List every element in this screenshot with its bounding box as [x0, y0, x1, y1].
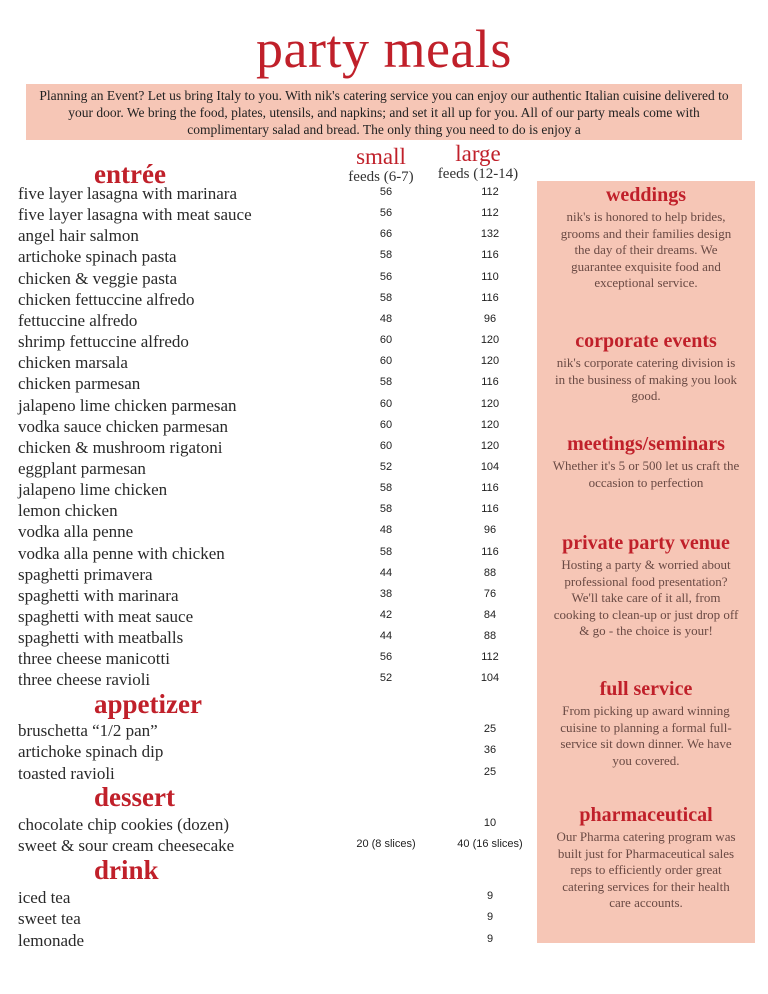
menu-item-name: vodka alla penne with chicken: [18, 543, 225, 563]
large-price: 120: [480, 334, 500, 347]
menu-item-row: [18, 246, 548, 267]
large-column-header: [430, 143, 526, 183]
service-description: Hosting a party & worried about professional food presentation? We'll take care of it all, from cooking to clean-up or just drop off & go - the choice is your!: [553, 557, 739, 638]
small-price: 48: [379, 524, 393, 537]
small-price: 58: [379, 482, 393, 495]
menu-item-name: artichoke spinach pasta: [18, 247, 177, 267]
menu-item-name: three cheese manicotti: [18, 649, 170, 669]
small-price: 60: [379, 397, 393, 410]
menu-item-name: five layer lasagna with meat sauce: [18, 205, 252, 225]
menu-item-row: [18, 835, 548, 856]
service-description: nik's is honored to help brides, grooms and their families design the day of their dreams. We guarantee exquisite food and exceptional service.: [560, 209, 732, 290]
small-price: 56: [379, 207, 393, 220]
small-price: 48: [379, 312, 393, 325]
menu-item-row: [18, 627, 548, 648]
large-price: 76: [483, 587, 497, 600]
menu-item-row: [18, 814, 548, 835]
menu-item-name: bruschetta “1/2 pan”: [18, 721, 158, 740]
large-price: 116: [481, 545, 499, 558]
menu-item-row: [18, 331, 548, 352]
small-price: 60: [379, 334, 393, 347]
small-price: 56: [379, 651, 393, 664]
menu-item-name: eggplant parmesan: [18, 458, 146, 478]
service-meetings-seminars: [537, 432, 755, 491]
large-price: 116: [481, 503, 499, 516]
large-price: 116: [481, 291, 499, 304]
large-price: 132: [480, 228, 500, 241]
menu-item-row: [18, 289, 548, 310]
menu-item-name: chocolate chip cookies (dozen): [18, 815, 229, 834]
small-price: 56: [379, 186, 393, 198]
small-price: 44: [379, 630, 393, 643]
menu-item-row: [18, 225, 548, 246]
service-heading: weddings: [605, 184, 687, 206]
small-price: 58: [379, 503, 393, 516]
service-private-party-venue: [537, 531, 755, 640]
small-price: 52: [379, 672, 393, 685]
menu-item-name: angel hair salmon: [18, 226, 139, 246]
page-title: party meals: [256, 19, 512, 79]
menu-item-row: [18, 204, 548, 225]
menu-item-row: [18, 268, 548, 289]
service-heading: corporate events: [575, 330, 717, 352]
small-price: 20 (8 slices): [356, 838, 416, 851]
service-heading: full service: [599, 678, 693, 700]
large-price: 10: [483, 817, 497, 829]
menu-item-name: vodka alla penne: [18, 522, 134, 542]
large-price: 104: [480, 460, 500, 473]
menu-item-row: [18, 395, 548, 416]
small-price: 60: [379, 439, 393, 452]
large-price: 9: [486, 911, 494, 924]
small-price: 42: [379, 609, 393, 621]
large-price: 88: [483, 630, 497, 643]
menu-item-name: sweet tea: [18, 909, 81, 929]
small-price: 60: [379, 355, 393, 368]
large-price: 84: [483, 609, 497, 621]
menu-item-name: iced tea: [18, 888, 71, 907]
large-price: 112: [481, 651, 499, 664]
menu-item-row: [18, 720, 548, 741]
service-full-service: [537, 677, 755, 769]
service-description: Whether it's 5 or 500 let us craft the occasion to perfection: [552, 458, 740, 490]
service-corporate-events: [537, 329, 755, 405]
menu-item-row: [18, 373, 548, 394]
section-heading-dessert: dessert: [94, 782, 175, 812]
menu-item-row: [18, 648, 548, 669]
large-price: 112: [481, 186, 499, 198]
large-price: 96: [483, 524, 497, 537]
menu-item-row: [18, 887, 548, 908]
menu-item-row: [18, 416, 548, 437]
menu-item-row: [18, 606, 548, 627]
large-price: 9: [486, 890, 494, 902]
menu-item-row: [18, 543, 548, 564]
menu-item-name: chicken & veggie pasta: [18, 268, 178, 288]
menu-item-row: [18, 669, 548, 690]
intro-text: Planning an Event? Let us bring Italy to you. With nik's catering service you can enjoy our authentic Italian cuisine delivered to your door. We bring the food, plates, utensils, and napkins; and set it all up for you. All of our party meals come with complimentary salad and bread. The only thing you need to do is enjoy a: [26, 84, 742, 140]
section-heading-appetizer: appetizer: [94, 689, 202, 719]
small-price: 58: [379, 376, 393, 389]
menu-item-row: [18, 437, 548, 458]
small-price: 44: [379, 566, 393, 579]
small-price: 58: [379, 249, 393, 262]
menu-item-name: chicken fettuccine alfredo: [18, 289, 195, 309]
service-heading: pharmaceutical: [579, 804, 713, 826]
menu-item-name: jalapeno lime chicken parmesan: [18, 395, 237, 415]
service-weddings: [537, 183, 755, 292]
service-description: From picking up award winning cuisine to planning a formal full-service sit down dinner. We have you covered.: [560, 703, 732, 768]
menu-item-name: spaghetti with meatballs: [18, 628, 184, 648]
menu-item-name: sweet & sour cream cheesecake: [18, 836, 235, 856]
menu-item-name: chicken parmesan: [18, 374, 141, 394]
large-price: 110: [481, 270, 499, 283]
menu-item-row: [18, 310, 548, 331]
menu-item-name: fettuccine alfredo: [18, 310, 138, 330]
large-price: 25: [483, 723, 497, 735]
large-price: 116: [481, 482, 499, 495]
menu-item-name: five layer lasagna with marinara: [18, 184, 238, 203]
large-price: 112: [481, 207, 499, 220]
small-price: 58: [379, 291, 393, 304]
large-price: 104: [480, 672, 500, 685]
large-price: 96: [483, 312, 497, 325]
small-label: small: [356, 144, 406, 169]
small-price: 56: [379, 270, 393, 283]
menu-item-name: spaghetti primavera: [18, 564, 153, 584]
menu-item-row: [18, 908, 548, 929]
menu-item-name: vodka sauce chicken parmesan: [18, 416, 229, 436]
menu-item-name: artichoke spinach dip: [18, 742, 164, 762]
menu-item-row: [18, 585, 548, 606]
service-heading: private party venue: [562, 532, 730, 554]
large-label: large: [455, 141, 501, 166]
menu-item-name: spaghetti with marinara: [18, 585, 179, 605]
large-price: 120: [480, 439, 500, 452]
menu-item-name: lemonade: [18, 930, 85, 950]
section-heading-entree: entrée: [94, 159, 166, 189]
menu-item-row: [18, 521, 548, 542]
large-price: 116: [481, 376, 499, 389]
menu-item-name: chicken marsala: [18, 353, 128, 373]
large-price: 120: [480, 418, 500, 431]
section-heading-drink: drink: [94, 855, 159, 885]
menu-item-row: [18, 564, 548, 585]
menu-item-name: spaghetti with meat sauce: [18, 607, 194, 626]
menu-item-row: [18, 183, 548, 204]
service-pharmaceutical: [537, 803, 755, 912]
menu-item-row: [18, 741, 548, 762]
large-price: 120: [480, 355, 500, 368]
menu-item-name: lemon chicken: [18, 501, 118, 521]
service-heading: meetings/seminars: [567, 433, 725, 455]
menu-item-row: [18, 763, 548, 784]
services-sidebar: [537, 181, 755, 943]
menu-item-name: jalapeno lime chicken: [18, 480, 168, 500]
menu-item-name: chicken & mushroom rigatoni: [18, 437, 223, 457]
menu-item-row: [18, 930, 548, 951]
large-price: 120: [480, 397, 500, 410]
menu-item-row: [18, 458, 548, 479]
menu-item-row: [18, 352, 548, 373]
large-price: 116: [481, 249, 499, 262]
large-price: 25: [483, 765, 497, 778]
small-price: 38: [379, 587, 393, 600]
menu-item-row: [18, 500, 548, 521]
large-price: 9: [486, 932, 494, 945]
menu-item-name: shrimp fettuccine alfredo: [18, 332, 189, 352]
small-column-header: [340, 146, 422, 186]
small-price: 58: [379, 545, 393, 558]
small-price: 52: [379, 460, 393, 473]
small-price: 60: [379, 418, 393, 431]
large-price: 36: [483, 744, 497, 757]
service-description: nik's corporate catering division is in the business of making you look good.: [555, 355, 737, 403]
menu-item-name: toasted ravioli: [18, 763, 115, 783]
small-price: 66: [379, 228, 393, 241]
large-feeds-label: feeds (12-14): [437, 166, 519, 182]
large-price: 40 (16 slices): [457, 838, 523, 851]
service-description: Our Pharma catering program was built just for Pharmaceutical sales reps to efficiently order great catering services for their health care accounts.: [556, 829, 736, 910]
menu-item-row: [18, 479, 548, 500]
small-feeds-label: feeds (6-7): [348, 169, 414, 185]
menu-item-name: three cheese ravioli: [18, 670, 151, 690]
large-price: 88: [483, 566, 497, 579]
